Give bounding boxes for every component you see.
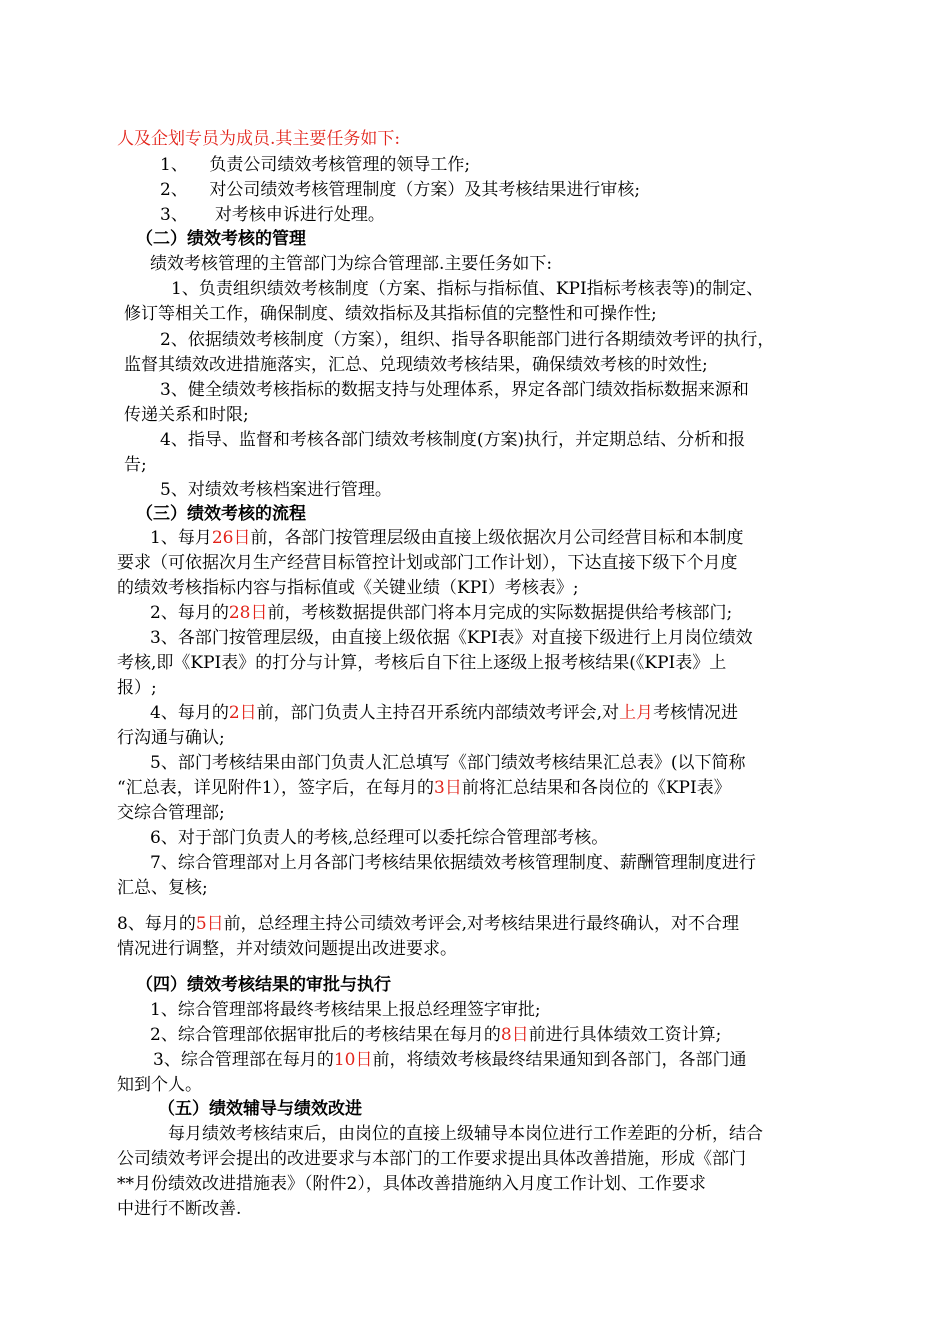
section-heading: （五）绩效辅导与绩效改进 (158, 1099, 362, 1119)
paragraph-line: 监督其绩效改进措施落实，汇总、兑现绩效考核结果，确保绩效考核的时效性; (124, 355, 708, 375)
paragraph-line: 汇总、复核; (117, 878, 208, 898)
paragraph-line: 7、综合管理部对上月各部门考核结果依据绩效考核管理制度、薪酬管理制度进行 (150, 853, 756, 873)
paragraph-line: 1、每月26日前，各部门按管理层级由直接上级依据次月公司经营目标和本制度 (150, 528, 744, 548)
paragraph-line: 中进行不断改善. (117, 1199, 242, 1219)
paragraph-line: 要求（可依据次月生产经营目标管控计划或部门工作计划），下达直接下级下个月度 (117, 553, 738, 573)
section-heading: （四）绩效考核结果的审批与执行 (136, 975, 391, 995)
paragraph-line: 行沟通与确认; (117, 728, 225, 748)
paragraph-line: 3、综合管理部在每月的10日前，将绩效考核最终结果通知到各部门，各部门通 (153, 1050, 747, 1070)
section-heading: （二）绩效考核的管理 (136, 229, 306, 249)
paragraph-line: 绩效考核管理的主管部门为综合管理部.主要任务如下: (150, 254, 553, 274)
paragraph-line: 2、综合管理部依据审批后的考核结果在每月的8日前进行具体绩效工资计算; (150, 1025, 722, 1045)
paragraph-line: 6、对于部门负责人的考核,总经理可以委托综合管理部考核。 (150, 828, 609, 848)
paragraph-line: 修订等相关工作，确保制度、绩效指标及其指标值的完整性和可操作性; (124, 304, 657, 324)
paragraph-line: 的绩效考核指标内容与指标值或《关键业绩（KPI）考核表》; (117, 578, 579, 598)
paragraph-line: 每月绩效考核结束后，由岗位的直接上级辅导本岗位进行工作差距的分析，结合 (168, 1124, 763, 1144)
paragraph-line: **月份绩效改进措施表》（附件2），具体改善措施纳入月度工作计划、工作要求 (117, 1174, 706, 1194)
paragraph-line: 8、每月的5日前，总经理主持公司绩效考评会,对考核结果进行最终确认，对不合理 (117, 914, 740, 934)
paragraph-line: 4、每月的2日前，部门负责人主持召开系统内部绩效考评会,对上月考核情况进 (150, 703, 739, 723)
paragraph-line: 公司绩效考评会提出的改进要求与本部门的工作要求提出具体改善措施，形成《部门 (117, 1149, 746, 1169)
paragraph-line: 告; (124, 455, 147, 475)
paragraph-line: 传递关系和时限; (124, 405, 249, 425)
paragraph-line: 5、部门考核结果由部门负责人汇总填写《部门绩效考核结果汇总表》(以下简称 (150, 753, 746, 773)
paragraph-line: 2、依据绩效考核制度（方案），组织、指导各职能部门进行各期绩效考评的执行， (160, 330, 775, 350)
paragraph-line: 1、综合管理部将最终考核结果上报总经理签字审批; (150, 1000, 541, 1020)
paragraph-line: 报）; (117, 678, 157, 698)
paragraph-line: 知到个人。 (117, 1075, 202, 1095)
paragraph-line: 情况进行调整，并对绩效问题提出改进要求。 (117, 939, 457, 959)
section-heading: （三）绩效考核的流程 (136, 504, 306, 524)
paragraph-line: 4、指导、监督和考核各部门绩效考核制度(方案)执行，并定期总结、分析和报 (160, 430, 746, 450)
paragraph-line: 2、每月的28日前，考核数据提供部门将本月完成的实际数据提供给考核部门; (150, 603, 733, 623)
paragraph-line: 交综合管理部; (117, 803, 225, 823)
list-item: 3、 对考核申诉进行处理。 (160, 205, 385, 225)
list-item: 2、 对公司绩效考核管理制度（方案）及其考核结果进行审核; (160, 180, 641, 200)
list-item: 1、 负责公司绩效考核管理的领导工作; (160, 155, 471, 175)
intro-line: 人及企划专员为成员.其主要任务如下: (117, 129, 401, 149)
paragraph-line: 1、负责组织绩效考核制度（方案、指标与指标值、KPI指标考核表等)的制定、 (171, 279, 764, 299)
paragraph-line: 考核,即《KPI表》的打分与计算，考核后自下往上逐级上报考核结果(《KPI表》上 (117, 653, 727, 673)
paragraph-line: 3、健全绩效考核指标的数据支持与处理体系，界定各部门绩效指标数据来源和 (160, 380, 749, 400)
paragraph-line: “汇总表，详见附件1），签字后，在每月的3日前将汇总结果和各岗位的《KPI表》 (117, 778, 731, 798)
paragraph-line: 5、对绩效考核档案进行管理。 (160, 480, 392, 500)
paragraph-line: 3、各部门按管理层级，由直接上级依据《KPI表》对直接下级进行上月岗位绩效 (150, 628, 753, 648)
